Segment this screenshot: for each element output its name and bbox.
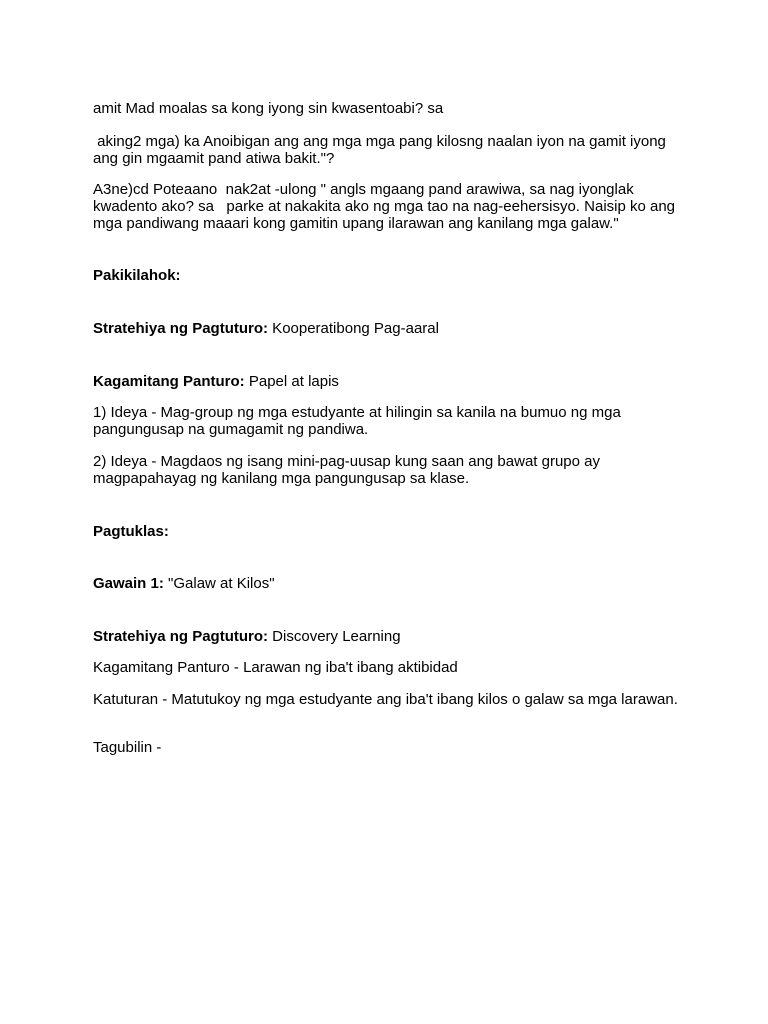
strategy-label-2: Stratehiya ng Pagtuturo: [93, 628, 269, 645]
katuturan-paragraph: Katuturan - Matutukoy ng mga estudyante ang iba't ibang kilos o galaw sa mga larawan. [93, 691, 678, 708]
strategy-line-2 [93, 628, 401, 645]
strategy-line-1 [93, 320, 439, 337]
heading-pakikilahok: Pakikilahok: [93, 267, 181, 284]
materials-line-2: Kagamitang Panturo - Larawan ng iba't ibang aktibidad [93, 659, 458, 676]
strategy-value-2: Discovery Learning [268, 628, 401, 645]
activity-line [93, 575, 275, 592]
materials-value-1: Papel at lapis [244, 373, 339, 390]
paragraph-2: aking2 mga) ka Anoibigan ang ang mga mga pang kilosng naalan iyon na gamit iyong ang gin mgaamit pand atiwa bakit."? [93, 133, 671, 167]
paragraph-1: amit Mad moalas sa kong iyong sin kwasentoabi? sa [93, 100, 444, 117]
strategy-value-1: Kooperatibong Pag-aaral [268, 320, 439, 337]
idea-1: 1) Ideya - Mag-group ng mga estudyante at hilingin sa kanila na bumuo ng mga pangungusap na gumagamit ng pandiwa. [93, 404, 625, 438]
activity-label: Gawain 1: [93, 575, 164, 592]
idea-2: 2) Ideya - Magdaos ng isang mini-pag-uusap kung saan ang bawat grupo ay magpapahayag ng kanilang mga pangungusap sa klase. [93, 453, 605, 487]
activity-value: "Galaw at Kilos" [163, 575, 275, 592]
materials-label-1: Kagamitang Panturo: [93, 373, 245, 390]
tagubilin-line: Tagubilin - [93, 739, 162, 756]
paragraph-3: A3ne)cd Poteaano nak2at -ulong " angls mgaang pand arawiwa, sa nag iyonglak kwadento ako? sa parke at nakakita ako ng mga tao na nag-eehersisyo. Naisip ko ang mga pandiwang maaari kong gamitin upang ilarawan ang kanilang mga galaw." [93, 181, 680, 232]
strategy-label-1: Stratehiya ng Pagtuturo: [93, 320, 269, 337]
materials-line-1 [93, 373, 339, 390]
heading-pagtuklas: Pagtuklas: [93, 523, 169, 540]
